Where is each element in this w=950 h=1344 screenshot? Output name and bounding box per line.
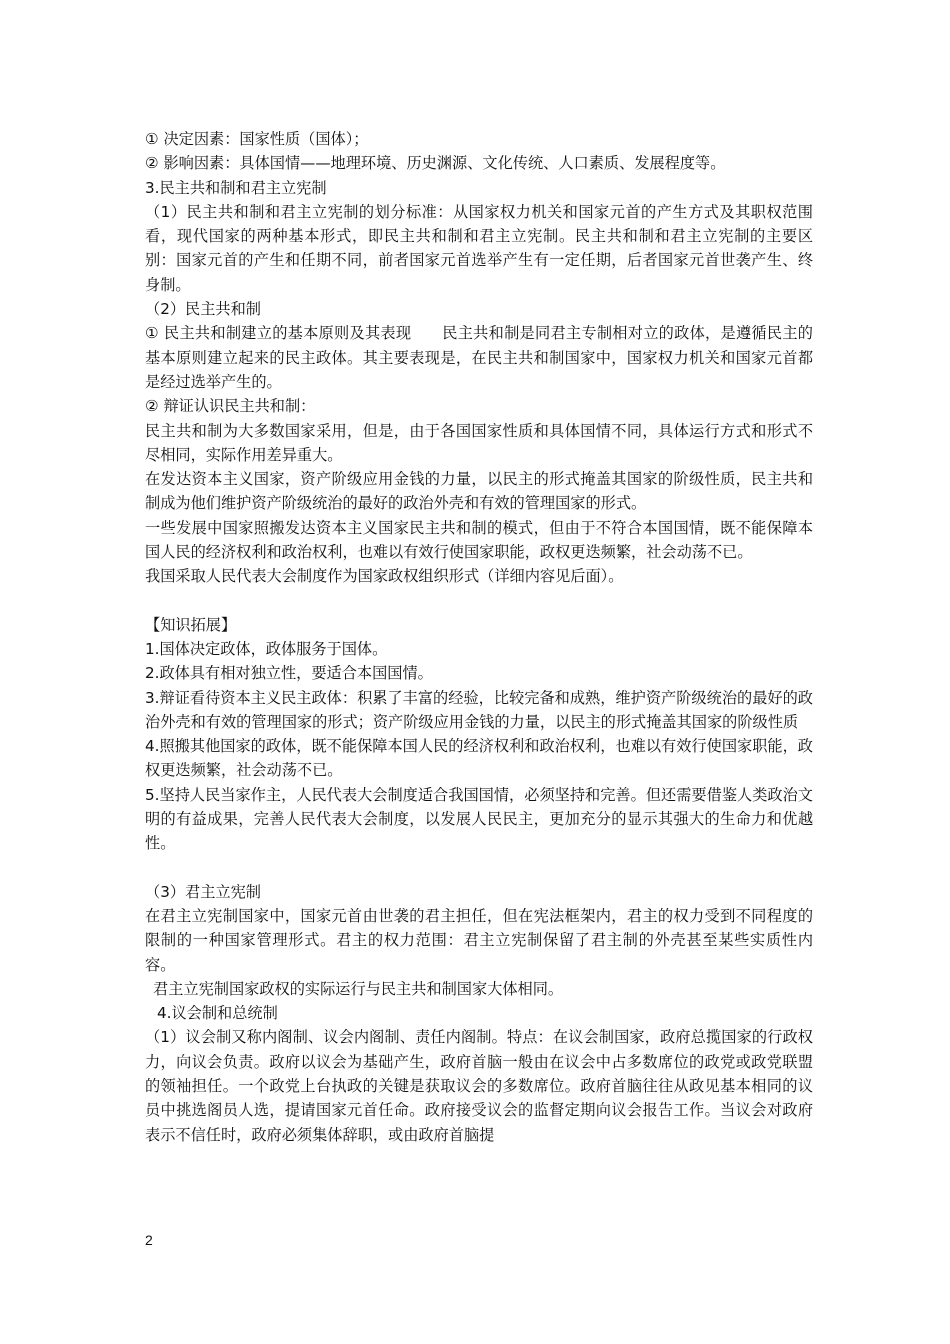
spacer bbox=[145, 856, 813, 880]
paragraph: （1）议会制又称内阁制、议会内阁制、责任内阁制。特点：在议会制国家，政府总揽国家的行政权力，向议会负责。政府以议会为基础产生，政府首脑一般由在议会中占多数席位的政党或政党联盟的领袖担任。一个政党上台执政的关键是获取议会的多数席位。政府首脑往往从政见基本相同的议员中挑选阁员人选，提请国家元首任命。政府接受议会的监督定期向议会报告工作。当议会对政府表示不信任时，政府必须集体辞职，或由政府首脑提 bbox=[145, 1028, 813, 1144]
document-page bbox=[145, 127, 813, 1147]
paragraph: 一些发展中国家照搬发达资本主义国家民主共和制的模式，但由于不符合本国国情，既不能保障本国人民的经济权利和政治权利，也难以有效行使国家职能，政权更迭频繁，社会动荡不已。 bbox=[145, 518, 813, 562]
knowledge-item: 2.政体具有相对独立性，要适合本国国情。 bbox=[145, 664, 433, 683]
paragraph: （1）民主共和制和君主立宪制的划分标准：从国家权力机关和国家元首的产生方式及其职权范围看，现代国家的两种基本形式，即民主共和制和君主立宪制。民主共和制和君主立宪制的主要区别：国家元首的产生和任期不同，前者国家元首选举产生有一定任期，后者国家元首世袭产生、终身制。 bbox=[145, 202, 813, 294]
knowledge-item: 3.辩证看待资本主义民主政体：积累了丰富的经验，比较完备和成熟，维护资产阶级统治的最好的政治外壳和有效的管理国家的形式；资产阶级应用金钱的力量，以民主的形式掩盖其国家的阶级性质 bbox=[145, 688, 813, 731]
paragraph: 我国采取人民代表大会制度作为国家政权组织形式（详细内容见后面）。 bbox=[145, 567, 624, 586]
spacer bbox=[145, 589, 813, 613]
section-heading: 3.民主共和制和君主立宪制 bbox=[145, 178, 327, 197]
paragraph: 君主立宪制国家政权的实际运行与民主共和制国家大体相同。 bbox=[153, 979, 564, 998]
page-number: 2 bbox=[145, 1232, 153, 1248]
knowledge-title: 【知识拓展】 bbox=[145, 615, 237, 634]
subsection-heading: （2）民主共和制 bbox=[145, 300, 261, 319]
paragraph: ① 决定因素：国家性质（国体）； bbox=[145, 130, 369, 148]
paragraph: ② 影响因素：具体国情——地理环境、历史渊源、文化传统、人口素质、发展程度等。 bbox=[145, 154, 726, 173]
paragraph: 在君主立宪制国家中，国家元首由世袭的君主担任，但在宪法框架内，君主的权力受到不同程度的限制的一种国家管理形式。君主的权力范围：君主立宪制保留了君主制的外壳甚至某些实质性内容。 bbox=[145, 906, 813, 974]
paragraph: ② 辩证认识民主共和制： bbox=[145, 397, 316, 416]
paragraph: 民主共和制为大多数国家采用，但是，由于各国国家性质和具体国情不同，具体运行方式和形式不尽相同，实际作用差异重大。 bbox=[145, 421, 813, 464]
paragraph: 在发达资本主义国家，资产阶级应用金钱的力量，以民主的形式掩盖其国家的阶级性质，民主共和制成为他们维护资产阶级统治的最好的政治外壳和有效的管理国家的形式。 bbox=[145, 470, 813, 513]
subsection-heading: （3）君主立宪制 bbox=[145, 882, 261, 901]
section-heading: 4.议会制和总统制 bbox=[157, 1004, 278, 1023]
knowledge-item: 4.照搬其他国家的政体，既不能保障本国人民的经济权利和政治权利，也难以有效行使国家职能，政权更迭频繁，社会动荡不已。 bbox=[145, 737, 813, 780]
knowledge-item: 5.坚持人民当家作主，人民代表大会制度适合我国国情，必须坚持和完善。但还需要借鉴人类政治文明的有益成果，完善人民代表大会制度，以发展人民民主，更加充分的显示其强大的生命力和优越性。 bbox=[145, 785, 813, 853]
knowledge-item: 1.国体决定政体，政体服务于国体。 bbox=[145, 639, 388, 658]
paragraph: ① 民主共和制建立的基本原则及其表现 民主共和制是同君主专制相对立的政体，是遵循民主的基本原则建立起来的民主政体。其主要表现是，在民主共和制国家中，国家权力机关和国家元首都是经过选举产生的。 bbox=[145, 324, 813, 391]
